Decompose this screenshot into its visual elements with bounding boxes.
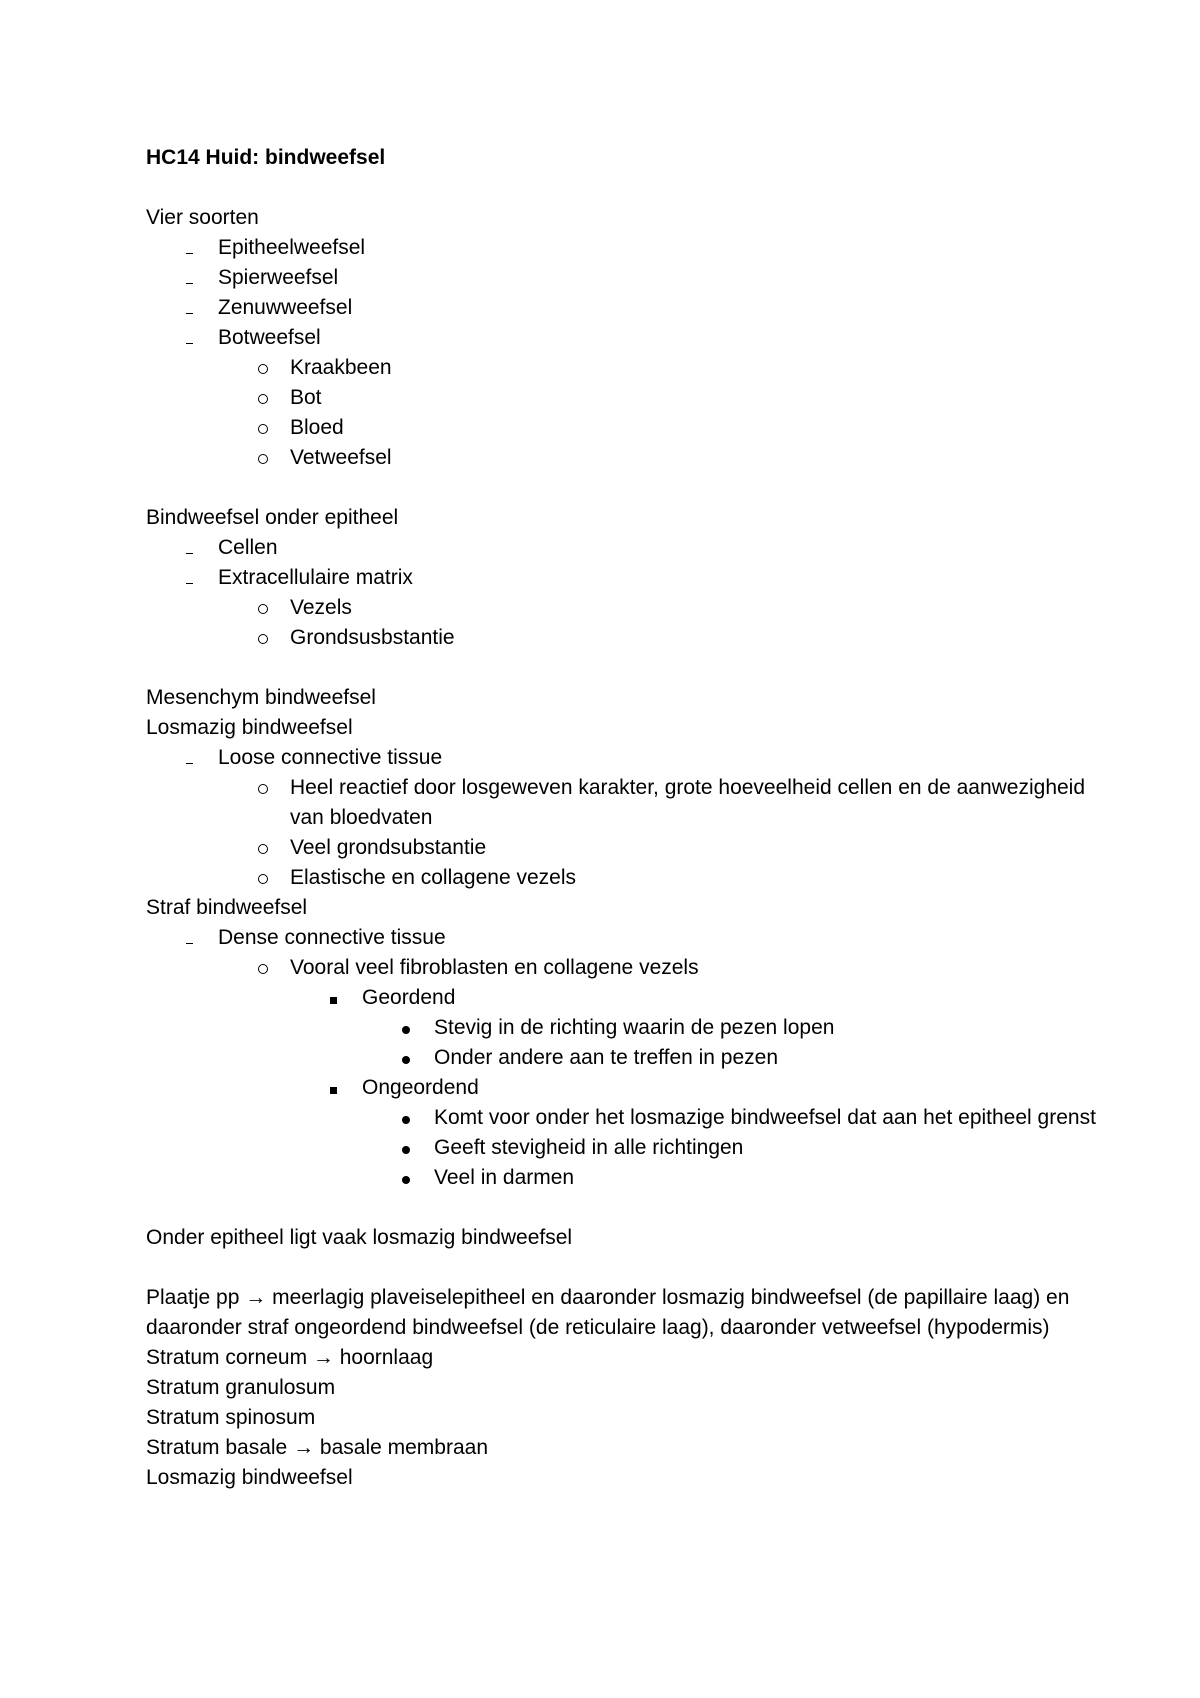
list-marker [258,863,290,893]
list-item [146,1103,1106,1133]
list-marker [258,953,290,983]
list-marker [186,323,218,353]
line-text: Stratum granulosum [146,1376,336,1399]
line-text: Spierweefsel [218,266,339,289]
line-text: Mesenchym bindweefsel [146,686,376,709]
dash-bullet-icon [186,313,193,315]
list-item [146,833,1106,863]
hollow-circle-bullet-icon [258,394,268,404]
list-marker [402,1133,434,1163]
line-text: Heel reactief door losgeweven karakter, grote hoeveelheid cellen en de aanwezigheid van bloedvaten [290,776,1091,829]
paragraph-line [146,1283,1106,1343]
line-text: Extracellulaire matrix [218,566,413,589]
list-marker [186,293,218,323]
hollow-circle-bullet-icon [258,604,268,614]
round-bullet-icon [402,1146,410,1154]
line-text: Veel in darmen [434,1166,575,1189]
list-marker [258,833,290,863]
document-body [146,203,1106,1493]
list-marker [186,533,218,563]
line-text: Stevig in de richting waarin de pezen lopen [434,1016,835,1039]
line-text: Losmazig bindweefsel [146,716,353,739]
line-text: Onder epitheel ligt vaak losmazig bindweefsel [146,1226,573,1249]
list-item [146,623,1106,653]
blank-line [146,653,1106,683]
list-item [146,1043,1106,1073]
list-marker [330,1073,362,1103]
hollow-circle-bullet-icon [258,844,268,854]
hollow-circle-bullet-icon [258,634,268,644]
blank-line [146,1193,1106,1223]
line-text: Bot [290,386,322,409]
list-item [146,983,1106,1013]
hollow-circle-bullet-icon [258,964,268,974]
paragraph-line [146,503,1106,533]
paragraph-line [146,203,1106,233]
blank-line [146,473,1106,503]
dash-bullet-icon [186,553,193,555]
paragraph-line [146,1433,1106,1463]
list-item [146,863,1106,893]
paragraph-line [146,683,1106,713]
hollow-circle-bullet-icon [258,424,268,434]
list-marker [186,563,218,593]
blank-line [146,1253,1106,1283]
list-item [146,593,1106,623]
paragraph-line [146,1403,1106,1433]
line-text: Epitheelweefsel [218,236,366,259]
line-text: Zenuwweefsel [218,296,353,319]
line-text: Geeft stevigheid in alle richtingen [434,1136,744,1159]
line-text: Loose connective tissue [218,746,443,769]
list-marker [186,743,218,773]
square-bullet-icon [330,997,337,1004]
dash-bullet-icon [186,583,193,585]
list-item [146,323,1106,353]
dash-bullet-icon [186,253,193,255]
list-marker [258,593,290,623]
line-text: Straf bindweefsel [146,896,308,919]
list-item [146,353,1106,383]
line-text: Stratum basale → basale membraan [146,1436,488,1459]
list-marker [402,1013,434,1043]
list-item [146,413,1106,443]
list-marker [186,263,218,293]
list-marker [186,923,218,953]
square-bullet-icon [330,1087,337,1094]
list-item [146,1163,1106,1193]
line-text: Elastische en collagene vezels [290,866,577,889]
line-text: Grondsusbstantie [290,626,455,649]
line-text: Cellen [218,536,278,559]
line-text: Kraakbeen [290,356,392,379]
document-page [146,143,1106,1493]
line-text: Dense connective tissue [218,926,446,949]
list-item [146,263,1106,293]
line-text: Vier soorten [146,206,259,229]
hollow-circle-bullet-icon [258,364,268,374]
list-marker [258,623,290,653]
dash-bullet-icon [186,763,193,765]
list-marker [258,773,290,803]
list-marker [402,1043,434,1073]
list-marker [402,1103,434,1133]
list-item [146,383,1106,413]
list-marker [258,413,290,443]
line-text: Losmazig bindweefsel [146,1466,353,1489]
line-text: Ongeordend [362,1076,479,1099]
line-text: Vooral veel fibroblasten en collagene vezels [290,956,699,979]
line-text: Vezels [290,596,352,619]
paragraph-line [146,1463,1106,1493]
line-text: Geordend [362,986,456,1009]
list-item [146,923,1106,953]
list-item [146,443,1106,473]
round-bullet-icon [402,1026,410,1034]
list-marker [402,1163,434,1193]
list-marker [258,383,290,413]
line-text: Bloed [290,416,344,439]
line-text: Stratum spinosum [146,1406,316,1429]
list-item [146,743,1106,773]
list-marker [186,233,218,263]
list-marker [330,983,362,1013]
list-item [146,233,1106,263]
paragraph-line [146,1373,1106,1403]
hollow-circle-bullet-icon [258,454,268,464]
list-item [146,563,1106,593]
line-text: Veel grondsubstantie [290,836,487,859]
list-item [146,773,1106,833]
line-text: Onder andere aan te treffen in pezen [434,1046,779,1069]
hollow-circle-bullet-icon [258,874,268,884]
paragraph-line [146,713,1106,743]
line-text: Vetweefsel [290,446,392,469]
paragraph-line [146,1343,1106,1373]
paragraph-line [146,1223,1106,1253]
line-text: Botweefsel [218,326,321,349]
dash-bullet-icon [186,283,193,285]
line-text: Komt voor onder het losmazige bindweefsel dat aan het epitheel grenst [434,1106,1096,1129]
round-bullet-icon [402,1116,410,1124]
dash-bullet-icon [186,343,193,345]
line-text: Bindweefsel onder epitheel [146,506,399,529]
list-item [146,953,1106,983]
list-item [146,1073,1106,1103]
list-item [146,1133,1106,1163]
list-item [146,533,1106,563]
list-marker [258,443,290,473]
round-bullet-icon [402,1176,410,1184]
list-item [146,1013,1106,1043]
paragraph-line [146,893,1106,923]
round-bullet-icon [402,1056,410,1064]
list-item [146,293,1106,323]
line-text: Plaatje pp → meerlagig plaveiselepitheel en daaronder losmazig bindweefsel (de papillaire laag) en daaronder straf ongeordend bindweefsel (de reticulaire laag), daaronder vetweefsel (hypodermis) [146,1286,1076,1339]
document-title: HC14 Huid: bindweefsel [146,146,386,169]
hollow-circle-bullet-icon [258,784,268,794]
list-marker [258,353,290,383]
line-text: Stratum corneum → hoornlaag [146,1346,434,1369]
dash-bullet-icon [186,943,193,945]
